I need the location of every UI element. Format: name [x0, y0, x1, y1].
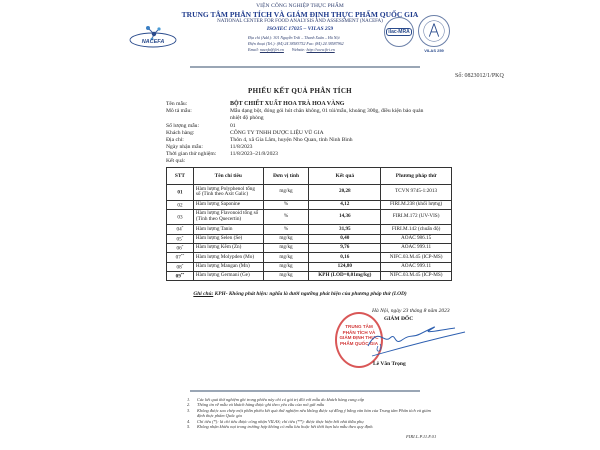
center-name: TRUNG TÂM PHÂN TÍCH VÀ GIÁM ĐỊNH THỰC PHẨM QUỐC GIA [181, 10, 419, 19]
header-divider [190, 66, 420, 68]
cell-unit: % [263, 209, 309, 225]
cell-method: NIFC.03.M.45 (ICP-MS) [381, 271, 452, 280]
cell-unit: mg/kg [263, 185, 309, 201]
cell-method: NIFC.03.M.45 (ICP-MS) [381, 253, 452, 262]
table-row [167, 225, 452, 234]
svg-text:NACEFA: NACEFA [141, 39, 165, 45]
cell-name: Hàm lượng Mangan (Mn) [193, 262, 263, 271]
signatory-role: GIÁM ĐỐC [384, 316, 414, 322]
cell-method: AOAC 999.11 [381, 262, 452, 271]
phone: Điện thoại (Tel.): (84) 24 38583752 Fax: (84) 24 38587962 [248, 41, 344, 46]
cell-name: Hàm lượng Selen (Se) [193, 234, 263, 243]
address: Địa chỉ (Add.): 301 Nguyễn Trãi – Thanh Xuân – Hà Nội [248, 35, 340, 40]
cell-unit: mg/kg [263, 262, 309, 271]
note-text: KPH- Không phát hiện: nghĩa là dưới ngưỡng phát hiện của phương pháp thử (LOD) [214, 291, 407, 297]
cell-unit: % [263, 200, 309, 209]
cell-stt: 04* [167, 225, 194, 234]
footnote-item: 1. Các kết quả thử nghiệm ghi trong phiếu này chỉ có giá trị đối với mẫu do khách hàng cung cấp [187, 397, 365, 402]
ilac-mra-logo-icon [384, 17, 414, 47]
col-header-unit: Đơn vị tính [263, 168, 309, 185]
cell-method: FIRI.M.238 (khối lượng) [381, 200, 452, 209]
table-row [167, 271, 452, 280]
cell-unit: mg/kg [263, 271, 309, 280]
cell-stt: 03 [167, 209, 194, 225]
table-row [167, 200, 452, 209]
center-name-en: NATIONAL CENTER FOR FOOD ANALYSIS AND ASSESSMENT (NACEFA) [217, 19, 383, 24]
table-row [167, 253, 452, 262]
cell-method: TCVN 9745-1:2013 [381, 185, 452, 201]
cell-unit: mg/kg [263, 253, 309, 262]
table-row [167, 262, 452, 271]
cell-name: Hàm lượng Tanin [193, 225, 263, 234]
form-code: FIRI.L.P.11.F.01 [406, 434, 437, 439]
footnote-item: 5. Không nhận khiếu nại trong trường hợp không có mẫu lưu hoặc hết thời hạn lưu mẫu theo quy định. [187, 424, 374, 430]
footnote-item: 4. Chỉ tiêu (*): là chỉ tiêu được công nhận VILAS; chỉ tiêu (**): được thực hiện bởi nhà thầu phụ [187, 418, 364, 424]
signatory-name: Lê Văn Trọng [373, 361, 406, 367]
col-header-stt: STT [167, 168, 194, 185]
ilac-mra-text: ilac-MRA [388, 29, 410, 35]
cell-name: Hàm lượng Molypden (Mo) [193, 253, 263, 262]
table-note [0, 291, 600, 297]
col-header-name: Tên chỉ tiêu [193, 168, 263, 185]
stamp-text: TRUNG TÂM PHÂN TÍCH VÀ GIÁM ĐỊNH THỰC PHẨM QUỐC GIA [339, 324, 379, 346]
table-row [167, 234, 452, 243]
signature-date: Hà Nội, ngày 23 tháng 8 năm 2023 [372, 308, 450, 314]
website-label: Website: [291, 47, 306, 52]
cell-unit: mg/kg [263, 234, 309, 243]
footnote-item: 2. Thông tin về mẫu và khách hàng được ghi theo yêu cầu của nơi gửi mẫu [187, 402, 325, 408]
cell-name: Hàm lượng Germani (Ge) [193, 271, 263, 280]
table-row [167, 185, 452, 201]
cell-method: AOAC 999.11 [381, 243, 452, 252]
cell-name: Hàm lượng Saponine [193, 200, 263, 209]
cell-result: KPH (LOD=0,01mg/kg) [309, 271, 381, 280]
footnote-item: 3. Không được sao chép một phần phiếu kết quả thử nghiệm nếu không được sự đồng ý bằng văn bản của Trung tâm Phân tích và giám định thực phẩm Quốc gia [187, 407, 431, 419]
col-header-method: Phương pháp thử [381, 168, 452, 185]
cell-result: 20,28 [309, 185, 381, 201]
cell-result: 14,36 [309, 209, 381, 225]
cell-unit: mg/kg [263, 243, 309, 252]
email-link[interactable]: nacefa@firi.vn [259, 47, 284, 52]
signature-icon [360, 316, 470, 366]
cell-result: 0,16 [309, 253, 381, 262]
cell-name: Hàm lượng Flavonoid tổng số (Tính theo Quecertin) [193, 209, 263, 225]
cell-stt: 07** [167, 253, 194, 262]
cell-stt: 08* [167, 262, 194, 271]
boa-accreditation-logo-icon [418, 15, 450, 47]
institute-name: VIỆN CÔNG NGHIỆP THỰC PHẨM [256, 3, 344, 9]
cell-result: 9,76 [309, 243, 381, 252]
cell-stt: 02 [167, 200, 194, 209]
cell-stt: 05* [167, 234, 194, 243]
website-link[interactable]: http://www.firi.vn [306, 47, 335, 52]
footer-divider [190, 390, 420, 392]
nacefa-logo-icon [128, 20, 178, 52]
cell-unit: % [263, 225, 309, 234]
document-number: Số: 0823012/1/PKQ [455, 73, 504, 79]
table-header-row [167, 168, 452, 185]
cell-result: 31,95 [309, 225, 381, 234]
document-title: PHIẾU KẾT QUẢ PHÂN TÍCH [248, 87, 352, 95]
cell-method: FIRI.M.172 (UV-VIS) [381, 209, 452, 225]
email-label: Email: [248, 47, 259, 52]
cell-result: 124,80 [309, 262, 381, 271]
results-table [166, 167, 452, 281]
cell-name: Hàm lượng Polyphenol tổng số (Tính theo Axit Galic) [193, 185, 263, 201]
cell-result: 0,40 [309, 234, 381, 243]
cell-stt: 09** [167, 271, 194, 280]
cell-stt: 06* [167, 243, 194, 252]
cell-name: Hàm lượng Kẽm (Zn) [193, 243, 263, 252]
cell-method: FIRI.M.142 (chuẩn độ) [381, 225, 452, 234]
col-header-result: Kết quả [309, 168, 381, 185]
note-label: Ghi chú: [193, 291, 214, 297]
footnotes [187, 397, 437, 429]
cell-stt: 01 [167, 185, 194, 201]
table-row [167, 209, 452, 225]
contact-line [248, 47, 335, 52]
accreditation: ISO/IEC 17025 – VILAS 259 [266, 26, 334, 32]
table-row [167, 243, 452, 252]
boa-caption: VILAS 259 [424, 48, 444, 53]
cell-method: AOAC 986.15 [381, 234, 452, 243]
cell-result: 4,12 [309, 200, 381, 209]
